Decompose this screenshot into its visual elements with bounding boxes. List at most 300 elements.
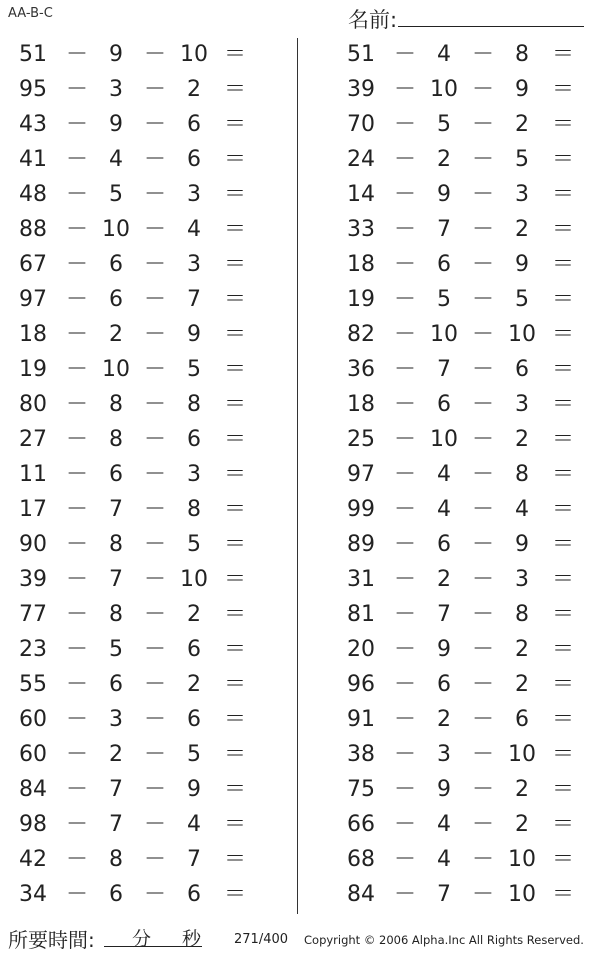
equals-sign: ＝ [551, 42, 574, 67]
third-number: 2 [187, 672, 201, 697]
second-number: 5 [437, 112, 451, 137]
equals-sign: ＝ [551, 357, 574, 382]
minus-sign: － [472, 217, 495, 242]
second-number: 2 [437, 567, 451, 592]
minus-sign: － [472, 497, 495, 522]
third-number: 6 [187, 427, 201, 452]
minus-sign: － [472, 112, 495, 137]
second-number: 4 [437, 812, 451, 837]
footer [0, 922, 600, 950]
second-number: 4 [437, 42, 451, 67]
second-number: 2 [437, 147, 451, 172]
third-number: 2 [515, 777, 529, 802]
first-number: 67 [19, 252, 47, 277]
third-number: 3 [515, 392, 529, 417]
first-number: 42 [19, 847, 47, 872]
minus-sign: － [472, 602, 495, 627]
minus-sign: － [472, 322, 495, 347]
minus-sign: － [144, 672, 167, 697]
second-number: 4 [437, 462, 451, 487]
second-number: 5 [437, 287, 451, 312]
third-number: 2 [515, 812, 529, 837]
time-required-label: 所要時間: [8, 928, 95, 952]
equals-sign: ＝ [551, 77, 574, 102]
minus-sign: － [144, 637, 167, 662]
minus-sign: － [66, 217, 89, 242]
minus-sign: － [472, 42, 495, 67]
equals-sign: ＝ [223, 672, 246, 697]
minus-sign: － [472, 532, 495, 557]
equals-sign: ＝ [551, 112, 574, 137]
first-number: 34 [19, 882, 47, 907]
third-number: 9 [515, 77, 529, 102]
second-number: 8 [109, 847, 123, 872]
second-number: 6 [437, 532, 451, 557]
first-number: 90 [19, 532, 47, 557]
second-number: 7 [109, 497, 123, 522]
minus-sign: － [66, 357, 89, 382]
equals-sign: ＝ [223, 357, 246, 382]
minus-sign: － [66, 182, 89, 207]
first-number: 97 [19, 287, 47, 312]
first-number: 36 [347, 357, 375, 382]
second-number: 7 [109, 777, 123, 802]
first-number: 31 [347, 567, 375, 592]
third-number: 2 [515, 427, 529, 452]
equals-sign: ＝ [551, 812, 574, 837]
third-number: 9 [187, 322, 201, 347]
third-number: 6 [187, 112, 201, 137]
equals-sign: ＝ [223, 462, 246, 487]
equals-sign: ＝ [223, 112, 246, 137]
minus-sign: － [144, 707, 167, 732]
second-number: 7 [437, 602, 451, 627]
minus-sign: － [394, 182, 417, 207]
second-number: 8 [109, 392, 123, 417]
minus-sign: － [144, 287, 167, 312]
minus-sign: － [66, 462, 89, 487]
second-number: 10 [430, 427, 458, 452]
equals-sign: ＝ [551, 252, 574, 277]
minus-sign: － [472, 357, 495, 382]
second-number: 9 [437, 637, 451, 662]
equals-sign: ＝ [551, 567, 574, 592]
equals-sign: ＝ [551, 882, 574, 907]
first-number: 18 [19, 322, 47, 347]
minus-sign: － [66, 567, 89, 592]
minus-sign: － [394, 637, 417, 662]
equals-sign: ＝ [551, 847, 574, 872]
third-number: 4 [187, 812, 201, 837]
first-number: 39 [347, 77, 375, 102]
third-number: 2 [187, 77, 201, 102]
minus-sign: － [66, 707, 89, 732]
third-number: 5 [187, 742, 201, 767]
minus-sign: － [144, 777, 167, 802]
minus-sign: － [394, 462, 417, 487]
first-number: 20 [347, 637, 375, 662]
first-number: 66 [347, 812, 375, 837]
second-number: 6 [109, 252, 123, 277]
minus-sign: － [66, 637, 89, 662]
minus-sign: － [144, 322, 167, 347]
equals-sign: ＝ [551, 182, 574, 207]
first-number: 96 [347, 672, 375, 697]
minus-sign: － [394, 567, 417, 592]
first-number: 14 [347, 182, 375, 207]
third-number: 5 [515, 287, 529, 312]
third-number: 2 [515, 112, 529, 137]
equals-sign: ＝ [223, 147, 246, 172]
minus-sign: － [472, 742, 495, 767]
third-number: 8 [187, 392, 201, 417]
first-number: 11 [19, 462, 47, 487]
minus-sign: － [144, 462, 167, 487]
minus-sign: － [66, 532, 89, 557]
equals-sign: ＝ [551, 532, 574, 557]
minus-sign: － [144, 532, 167, 557]
third-number: 10 [508, 742, 536, 767]
third-number: 6 [515, 357, 529, 382]
first-number: 75 [347, 777, 375, 802]
minus-sign: － [66, 392, 89, 417]
minus-sign: － [144, 112, 167, 137]
minus-sign: － [394, 847, 417, 872]
copyright-text: Copyright © 2006 Alpha.Inc All Rights Reserved. [304, 933, 584, 947]
minus-sign: － [394, 742, 417, 767]
second-number: 6 [109, 287, 123, 312]
third-number: 6 [515, 707, 529, 732]
third-number: 10 [508, 847, 536, 872]
equals-sign: ＝ [223, 322, 246, 347]
seconds-label: 秒 [182, 928, 202, 950]
minus-sign: － [394, 707, 417, 732]
minus-sign: － [66, 427, 89, 452]
minus-sign: － [66, 812, 89, 837]
second-number: 4 [109, 147, 123, 172]
minus-sign: － [66, 42, 89, 67]
sheet-code: AA-B-C [8, 6, 53, 21]
minus-sign: － [144, 392, 167, 417]
third-number: 7 [187, 847, 201, 872]
minus-sign: － [394, 252, 417, 277]
third-number: 3 [515, 182, 529, 207]
third-number: 6 [187, 882, 201, 907]
first-number: 70 [347, 112, 375, 137]
second-number: 7 [437, 357, 451, 382]
minus-sign: － [472, 182, 495, 207]
equals-sign: ＝ [223, 532, 246, 557]
equals-sign: ＝ [551, 707, 574, 732]
minus-sign: － [394, 672, 417, 697]
second-number: 10 [430, 322, 458, 347]
equals-sign: ＝ [551, 322, 574, 347]
first-number: 17 [19, 497, 47, 522]
third-number: 3 [187, 182, 201, 207]
minus-sign: － [66, 882, 89, 907]
minus-sign: － [394, 77, 417, 102]
minus-sign: － [472, 287, 495, 312]
second-number: 6 [109, 462, 123, 487]
first-number: 41 [19, 147, 47, 172]
equals-sign: ＝ [551, 427, 574, 452]
first-number: 60 [19, 707, 47, 732]
second-number: 9 [437, 777, 451, 802]
equals-sign: ＝ [223, 637, 246, 662]
second-number: 8 [109, 427, 123, 452]
third-number: 10 [180, 567, 208, 592]
first-number: 81 [347, 602, 375, 627]
first-number: 39 [19, 567, 47, 592]
minus-sign: － [394, 812, 417, 837]
second-number: 8 [109, 532, 123, 557]
second-number: 10 [102, 357, 130, 382]
first-number: 51 [19, 42, 47, 67]
minus-sign: － [144, 427, 167, 452]
minus-sign: － [472, 777, 495, 802]
first-number: 43 [19, 112, 47, 137]
third-number: 2 [515, 672, 529, 697]
second-number: 6 [109, 672, 123, 697]
minus-sign: － [394, 42, 417, 67]
third-number: 2 [515, 637, 529, 662]
second-number: 2 [437, 707, 451, 732]
first-number: 68 [347, 847, 375, 872]
third-number: 9 [187, 777, 201, 802]
second-number: 4 [437, 497, 451, 522]
second-number: 3 [109, 707, 123, 732]
minus-sign: － [144, 42, 167, 67]
equals-sign: ＝ [223, 812, 246, 837]
second-number: 10 [102, 217, 130, 242]
minus-sign: － [144, 602, 167, 627]
third-number: 10 [508, 322, 536, 347]
second-number: 3 [109, 77, 123, 102]
equals-sign: ＝ [223, 847, 246, 872]
equals-sign: ＝ [223, 392, 246, 417]
equals-sign: ＝ [223, 497, 246, 522]
first-number: 82 [347, 322, 375, 347]
equals-sign: ＝ [551, 392, 574, 417]
minus-sign: － [394, 532, 417, 557]
equals-sign: ＝ [223, 182, 246, 207]
first-number: 38 [347, 742, 375, 767]
first-number: 19 [347, 287, 375, 312]
equals-sign: ＝ [223, 217, 246, 242]
minus-sign: － [472, 77, 495, 102]
minus-sign: － [394, 602, 417, 627]
minus-sign: － [472, 707, 495, 732]
equals-sign: ＝ [551, 742, 574, 767]
first-number: 25 [347, 427, 375, 452]
minus-sign: － [394, 777, 417, 802]
third-number: 2 [187, 602, 201, 627]
second-number: 5 [109, 182, 123, 207]
third-number: 3 [515, 567, 529, 592]
third-number: 6 [187, 637, 201, 662]
third-number: 8 [515, 602, 529, 627]
first-number: 24 [347, 147, 375, 172]
minus-sign: － [144, 812, 167, 837]
minus-sign: － [394, 287, 417, 312]
minus-sign: － [472, 252, 495, 277]
first-number: 91 [347, 707, 375, 732]
third-number: 3 [187, 252, 201, 277]
third-number: 7 [187, 287, 201, 312]
equals-sign: ＝ [223, 707, 246, 732]
second-number: 6 [109, 882, 123, 907]
second-number: 10 [430, 77, 458, 102]
minus-sign: － [394, 882, 417, 907]
minus-sign: － [66, 497, 89, 522]
equals-sign: ＝ [223, 882, 246, 907]
first-number: 97 [347, 462, 375, 487]
page-number: 271/400 [234, 932, 289, 947]
minus-sign: － [66, 672, 89, 697]
first-number: 77 [19, 602, 47, 627]
first-number: 51 [347, 42, 375, 67]
third-number: 8 [187, 497, 201, 522]
third-number: 5 [515, 147, 529, 172]
equals-sign: ＝ [551, 637, 574, 662]
minus-sign: － [394, 357, 417, 382]
first-number: 23 [19, 637, 47, 662]
minus-sign: － [394, 392, 417, 417]
minus-sign: － [472, 427, 495, 452]
equals-sign: ＝ [551, 147, 574, 172]
third-number: 9 [515, 252, 529, 277]
first-number: 19 [19, 357, 47, 382]
minus-sign: － [144, 847, 167, 872]
minus-sign: － [394, 112, 417, 137]
third-number: 6 [187, 707, 201, 732]
first-number: 80 [19, 392, 47, 417]
minus-sign: － [144, 357, 167, 382]
second-number: 4 [437, 847, 451, 872]
minus-sign: － [394, 427, 417, 452]
minus-sign: － [66, 147, 89, 172]
minus-sign: － [472, 462, 495, 487]
minus-sign: － [394, 217, 417, 242]
minus-sign: － [66, 252, 89, 277]
name-field-line[interactable] [398, 26, 584, 27]
first-number: 27 [19, 427, 47, 452]
minus-sign: － [144, 742, 167, 767]
minutes-label: 分 [132, 928, 152, 950]
minus-sign: － [66, 847, 89, 872]
second-number: 2 [109, 322, 123, 347]
third-number: 3 [187, 462, 201, 487]
minus-sign: － [144, 567, 167, 592]
minus-sign: － [66, 77, 89, 102]
first-number: 98 [19, 812, 47, 837]
third-number: 4 [187, 217, 201, 242]
minus-sign: － [472, 672, 495, 697]
equals-sign: ＝ [551, 287, 574, 312]
equals-sign: ＝ [551, 462, 574, 487]
first-number: 60 [19, 742, 47, 767]
second-number: 7 [437, 882, 451, 907]
third-number: 5 [187, 532, 201, 557]
equals-sign: ＝ [551, 777, 574, 802]
equals-sign: ＝ [223, 252, 246, 277]
third-number: 5 [187, 357, 201, 382]
first-number: 84 [347, 882, 375, 907]
minus-sign: － [472, 567, 495, 592]
first-number: 99 [347, 497, 375, 522]
first-number: 48 [19, 182, 47, 207]
minus-sign: － [472, 147, 495, 172]
first-number: 84 [19, 777, 47, 802]
second-number: 9 [109, 112, 123, 137]
third-number: 4 [515, 497, 529, 522]
second-number: 8 [109, 602, 123, 627]
minus-sign: － [472, 392, 495, 417]
minus-sign: － [472, 882, 495, 907]
first-number: 18 [347, 392, 375, 417]
equals-sign: ＝ [223, 602, 246, 627]
minus-sign: － [394, 147, 417, 172]
first-number: 33 [347, 217, 375, 242]
third-number: 8 [515, 42, 529, 67]
equals-sign: ＝ [223, 42, 246, 67]
third-number: 2 [515, 217, 529, 242]
first-number: 55 [19, 672, 47, 697]
equals-sign: ＝ [223, 77, 246, 102]
minus-sign: － [66, 112, 89, 137]
minus-sign: － [66, 777, 89, 802]
minus-sign: － [66, 742, 89, 767]
equals-sign: ＝ [223, 742, 246, 767]
equals-sign: ＝ [223, 567, 246, 592]
first-number: 89 [347, 532, 375, 557]
second-number: 3 [437, 742, 451, 767]
minus-sign: － [144, 182, 167, 207]
minus-sign: － [66, 322, 89, 347]
equals-sign: ＝ [551, 497, 574, 522]
name-label: 名前: [348, 8, 398, 32]
second-number: 6 [437, 672, 451, 697]
second-number: 7 [109, 812, 123, 837]
minus-sign: － [472, 847, 495, 872]
second-number: 2 [109, 742, 123, 767]
first-number: 88 [19, 217, 47, 242]
third-number: 6 [187, 147, 201, 172]
minus-sign: － [472, 637, 495, 662]
equals-sign: ＝ [223, 777, 246, 802]
equals-sign: ＝ [223, 287, 246, 312]
minus-sign: － [144, 497, 167, 522]
third-number: 10 [180, 42, 208, 67]
equals-sign: ＝ [551, 602, 574, 627]
first-number: 95 [19, 77, 47, 102]
second-number: 5 [109, 637, 123, 662]
third-number: 9 [515, 532, 529, 557]
minus-sign: － [144, 252, 167, 277]
minus-sign: － [144, 147, 167, 172]
minus-sign: － [66, 602, 89, 627]
minus-sign: － [144, 77, 167, 102]
minus-sign: － [394, 322, 417, 347]
second-number: 9 [109, 42, 123, 67]
column-divider [297, 38, 298, 914]
minus-sign: － [472, 812, 495, 837]
second-number: 7 [437, 217, 451, 242]
minus-sign: － [66, 287, 89, 312]
minus-sign: － [394, 497, 417, 522]
minus-sign: － [144, 217, 167, 242]
third-number: 8 [515, 462, 529, 487]
